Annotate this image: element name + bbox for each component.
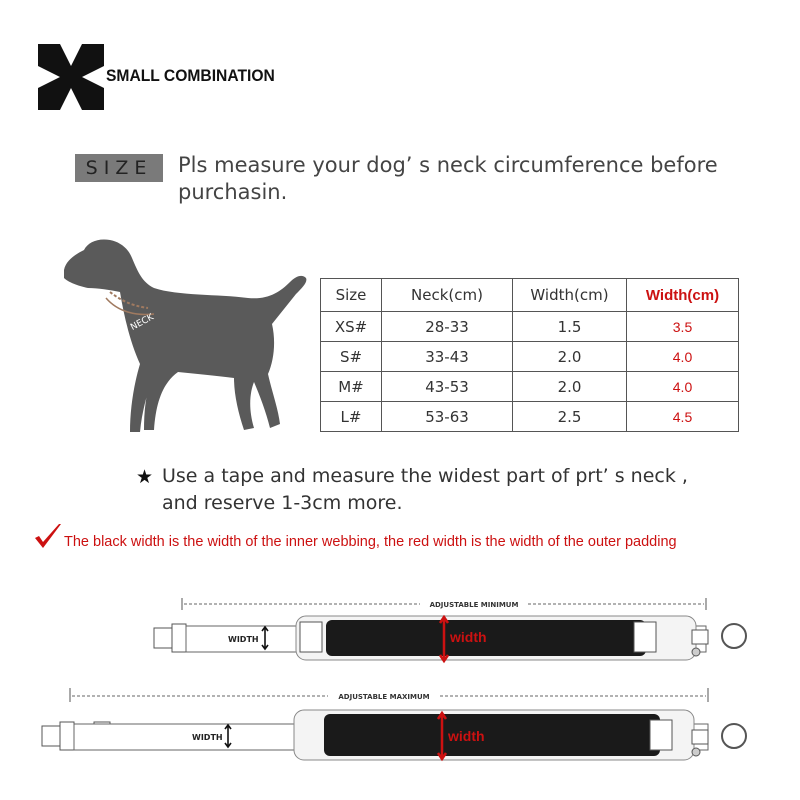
measuring-note-line1: Use a tape and measure the widest part of prt’ s neck ,: [162, 465, 688, 487]
header-neck: Neck(cm): [382, 279, 513, 312]
adjustable-maximum-label: ADJUSTABLE MAXIMUM: [338, 693, 430, 701]
outer-width-cell: 4.5: [627, 402, 739, 432]
inner-width-cell: 2.5: [513, 402, 627, 432]
neck-cell: 43-53: [382, 372, 513, 402]
checkmark-icon: [33, 522, 63, 550]
header-outer-width: Width(cm): [627, 279, 739, 312]
inner-width-cell: 2.0: [513, 372, 627, 402]
neck-cell: 53-63: [382, 402, 513, 432]
measuring-note: [162, 463, 702, 517]
collar-maximum-diagram: [38, 686, 750, 776]
inner-width-label: WIDTH: [192, 733, 223, 742]
size-table: [320, 278, 739, 432]
outer-width-label: width: [448, 728, 485, 744]
inner-width-cell: 1.5: [513, 312, 627, 342]
size-cell: S#: [321, 342, 382, 372]
outer-width-cell: 3.5: [627, 312, 739, 342]
outer-width-cell: 4.0: [627, 342, 739, 372]
star-icon: ★: [136, 466, 154, 488]
table-row: [321, 312, 739, 342]
collar-minimum-diagram: [150, 592, 750, 674]
neck-cell: 28-33: [382, 312, 513, 342]
size-cell: M#: [321, 372, 382, 402]
size-cell: XS#: [321, 312, 382, 342]
table-row: [321, 402, 739, 432]
header-size: Size: [321, 279, 382, 312]
width-explanation-note: The black width is the width of the inner webbing, the red width is the width of the outer padding: [64, 534, 677, 550]
inner-width-label: WIDTH: [228, 635, 259, 644]
brand-logo-icon: [38, 44, 104, 110]
size-tag: SIZE: [85, 157, 153, 179]
table-row: [321, 342, 739, 372]
brand-name: SMALL COMBINATION: [106, 66, 275, 85]
inner-width-cell: 2.0: [513, 342, 627, 372]
dog-silhouette-icon: [58, 232, 310, 438]
measure-instruction: Pls measure your dog’ s neck circumference before purchasin.: [178, 153, 718, 204]
table-row: [321, 372, 739, 402]
measuring-note-line2: and reserve 1-3cm more.: [162, 492, 403, 514]
dog-neck-label: 静音 NECK: [110, 312, 156, 343]
table-header-row: [321, 279, 739, 312]
adjustable-minimum-label: ADJUSTABLE MINIMUM: [429, 601, 519, 609]
outer-width-cell: 4.0: [627, 372, 739, 402]
size-cell: L#: [321, 402, 382, 432]
neck-cell: 33-43: [382, 342, 513, 372]
outer-width-label: width: [450, 629, 487, 645]
header-inner-width: Width(cm): [513, 279, 627, 312]
